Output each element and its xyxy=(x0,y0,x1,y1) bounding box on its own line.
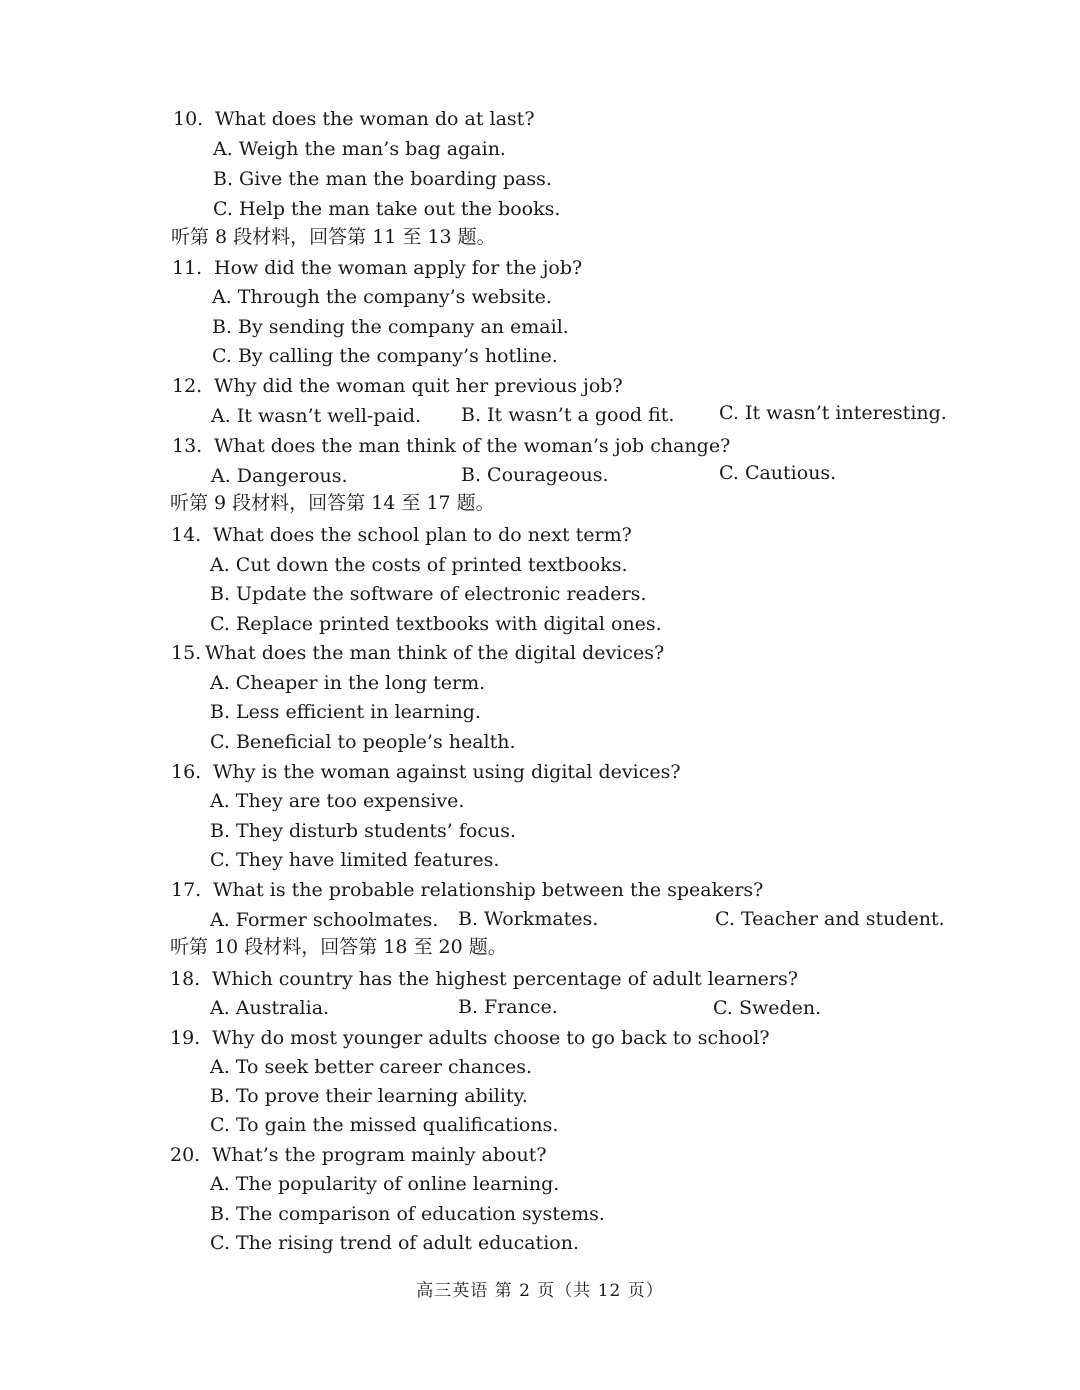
option-c: C. To gain the missed qualifications. xyxy=(210,1114,559,1136)
option-b: B. Give the man the boarding pass. xyxy=(213,168,552,190)
option-c: C. Beneficial to people’s health. xyxy=(210,731,516,753)
question-20 xyxy=(170,1143,547,1167)
option-b: B. France. xyxy=(458,996,558,1018)
option-c: C. It wasn’t interesting. xyxy=(719,402,947,424)
question-number: 18. xyxy=(170,968,201,990)
option-a: A. Weigh the man’s bag again. xyxy=(213,138,506,160)
option-c: C. They have limited features. xyxy=(210,849,500,871)
question-number: 19. xyxy=(170,1027,201,1049)
question-text: What does the school plan to do next term? xyxy=(213,524,632,546)
option-a: A. It wasn’t well-paid. xyxy=(211,405,422,427)
option-c: C. The rising trend of adult education. xyxy=(210,1232,579,1254)
option-b: B. It wasn’t a good fit. xyxy=(461,404,675,426)
question-15 xyxy=(171,641,664,665)
option-b: B. Courageous. xyxy=(461,464,609,486)
question-text: What does the woman do at last? xyxy=(215,108,535,130)
question-19 xyxy=(170,1026,770,1050)
question-14 xyxy=(171,523,632,547)
question-text: What does the man think of the digital devices? xyxy=(205,642,665,664)
option-b: B. Update the software of electronic readers. xyxy=(210,583,647,605)
question-number: 16. xyxy=(171,761,202,783)
section-heading-8: 听第 8 段材料，回答第 11 至 13 题。 xyxy=(171,226,496,248)
option-b: B. To prove their learning ability. xyxy=(210,1085,528,1107)
question-number: 14. xyxy=(171,524,202,546)
option-a: A. Australia. xyxy=(210,997,330,1019)
question-13 xyxy=(172,434,730,458)
option-b: B. By sending the company an email. xyxy=(212,316,569,338)
question-number: 13. xyxy=(172,435,203,457)
option-a: A. Former schoolmates. xyxy=(210,909,439,931)
question-12 xyxy=(172,374,623,398)
question-17 xyxy=(171,878,763,902)
question-text: Which country has the highest percentage of adult learners? xyxy=(212,968,798,990)
option-c: C. Help the man take out the books. xyxy=(213,198,561,220)
question-number: 10. xyxy=(173,108,204,130)
question-text: Why is the woman against using digital devices? xyxy=(213,761,681,783)
option-a: A. To seek better career chances. xyxy=(210,1056,533,1078)
section-heading-9: 听第 9 段材料，回答第 14 至 17 题。 xyxy=(170,492,495,514)
option-c: C. Teacher and student. xyxy=(715,908,945,930)
option-c: C. Replace printed textbooks with digital ones. xyxy=(210,613,662,635)
question-text: What’s the program mainly about? xyxy=(212,1144,547,1166)
question-18 xyxy=(170,967,798,991)
option-a: A. The popularity of online learning. xyxy=(210,1173,560,1195)
option-a: A. Through the company’s website. xyxy=(212,286,552,308)
question-text: How did the woman apply for the job? xyxy=(214,257,583,279)
question-number: 20. xyxy=(170,1144,201,1166)
question-text: Why do most younger adults choose to go back to school? xyxy=(212,1027,770,1049)
question-11 xyxy=(172,256,582,280)
option-b: B. Workmates. xyxy=(458,908,599,930)
option-c: C. By calling the company’s hotline. xyxy=(212,345,558,367)
option-c: C. Sweden. xyxy=(713,997,822,1019)
question-text: What does the man think of the woman’s job change? xyxy=(214,435,731,457)
option-c: C. Cautious. xyxy=(719,462,837,484)
question-16 xyxy=(171,760,681,784)
option-b: B. Less efficient in learning. xyxy=(210,701,481,723)
option-b: B. They disturb students’ focus. xyxy=(210,820,516,842)
section-heading-10: 听第 10 段材料，回答第 18 至 20 题。 xyxy=(170,936,507,958)
option-b: B. The comparison of education systems. xyxy=(210,1203,605,1225)
question-10 xyxy=(173,107,535,131)
option-a: A. Cheaper in the long term. xyxy=(210,672,486,694)
question-number: 12. xyxy=(172,375,203,397)
option-a: A. Cut down the costs of printed textbooks. xyxy=(210,554,628,576)
question-number: 15. xyxy=(171,642,202,664)
page-footer: 高三英语 第 2 页（共 12 页） xyxy=(416,1281,664,1301)
question-number: 17. xyxy=(171,879,202,901)
question-text: Why did the woman quit her previous job? xyxy=(214,375,623,397)
question-number: 11. xyxy=(172,257,203,279)
option-a: A. They are too expensive. xyxy=(210,790,465,812)
question-text: What is the probable relationship between the speakers? xyxy=(213,879,764,901)
option-a: A. Dangerous. xyxy=(211,465,348,487)
